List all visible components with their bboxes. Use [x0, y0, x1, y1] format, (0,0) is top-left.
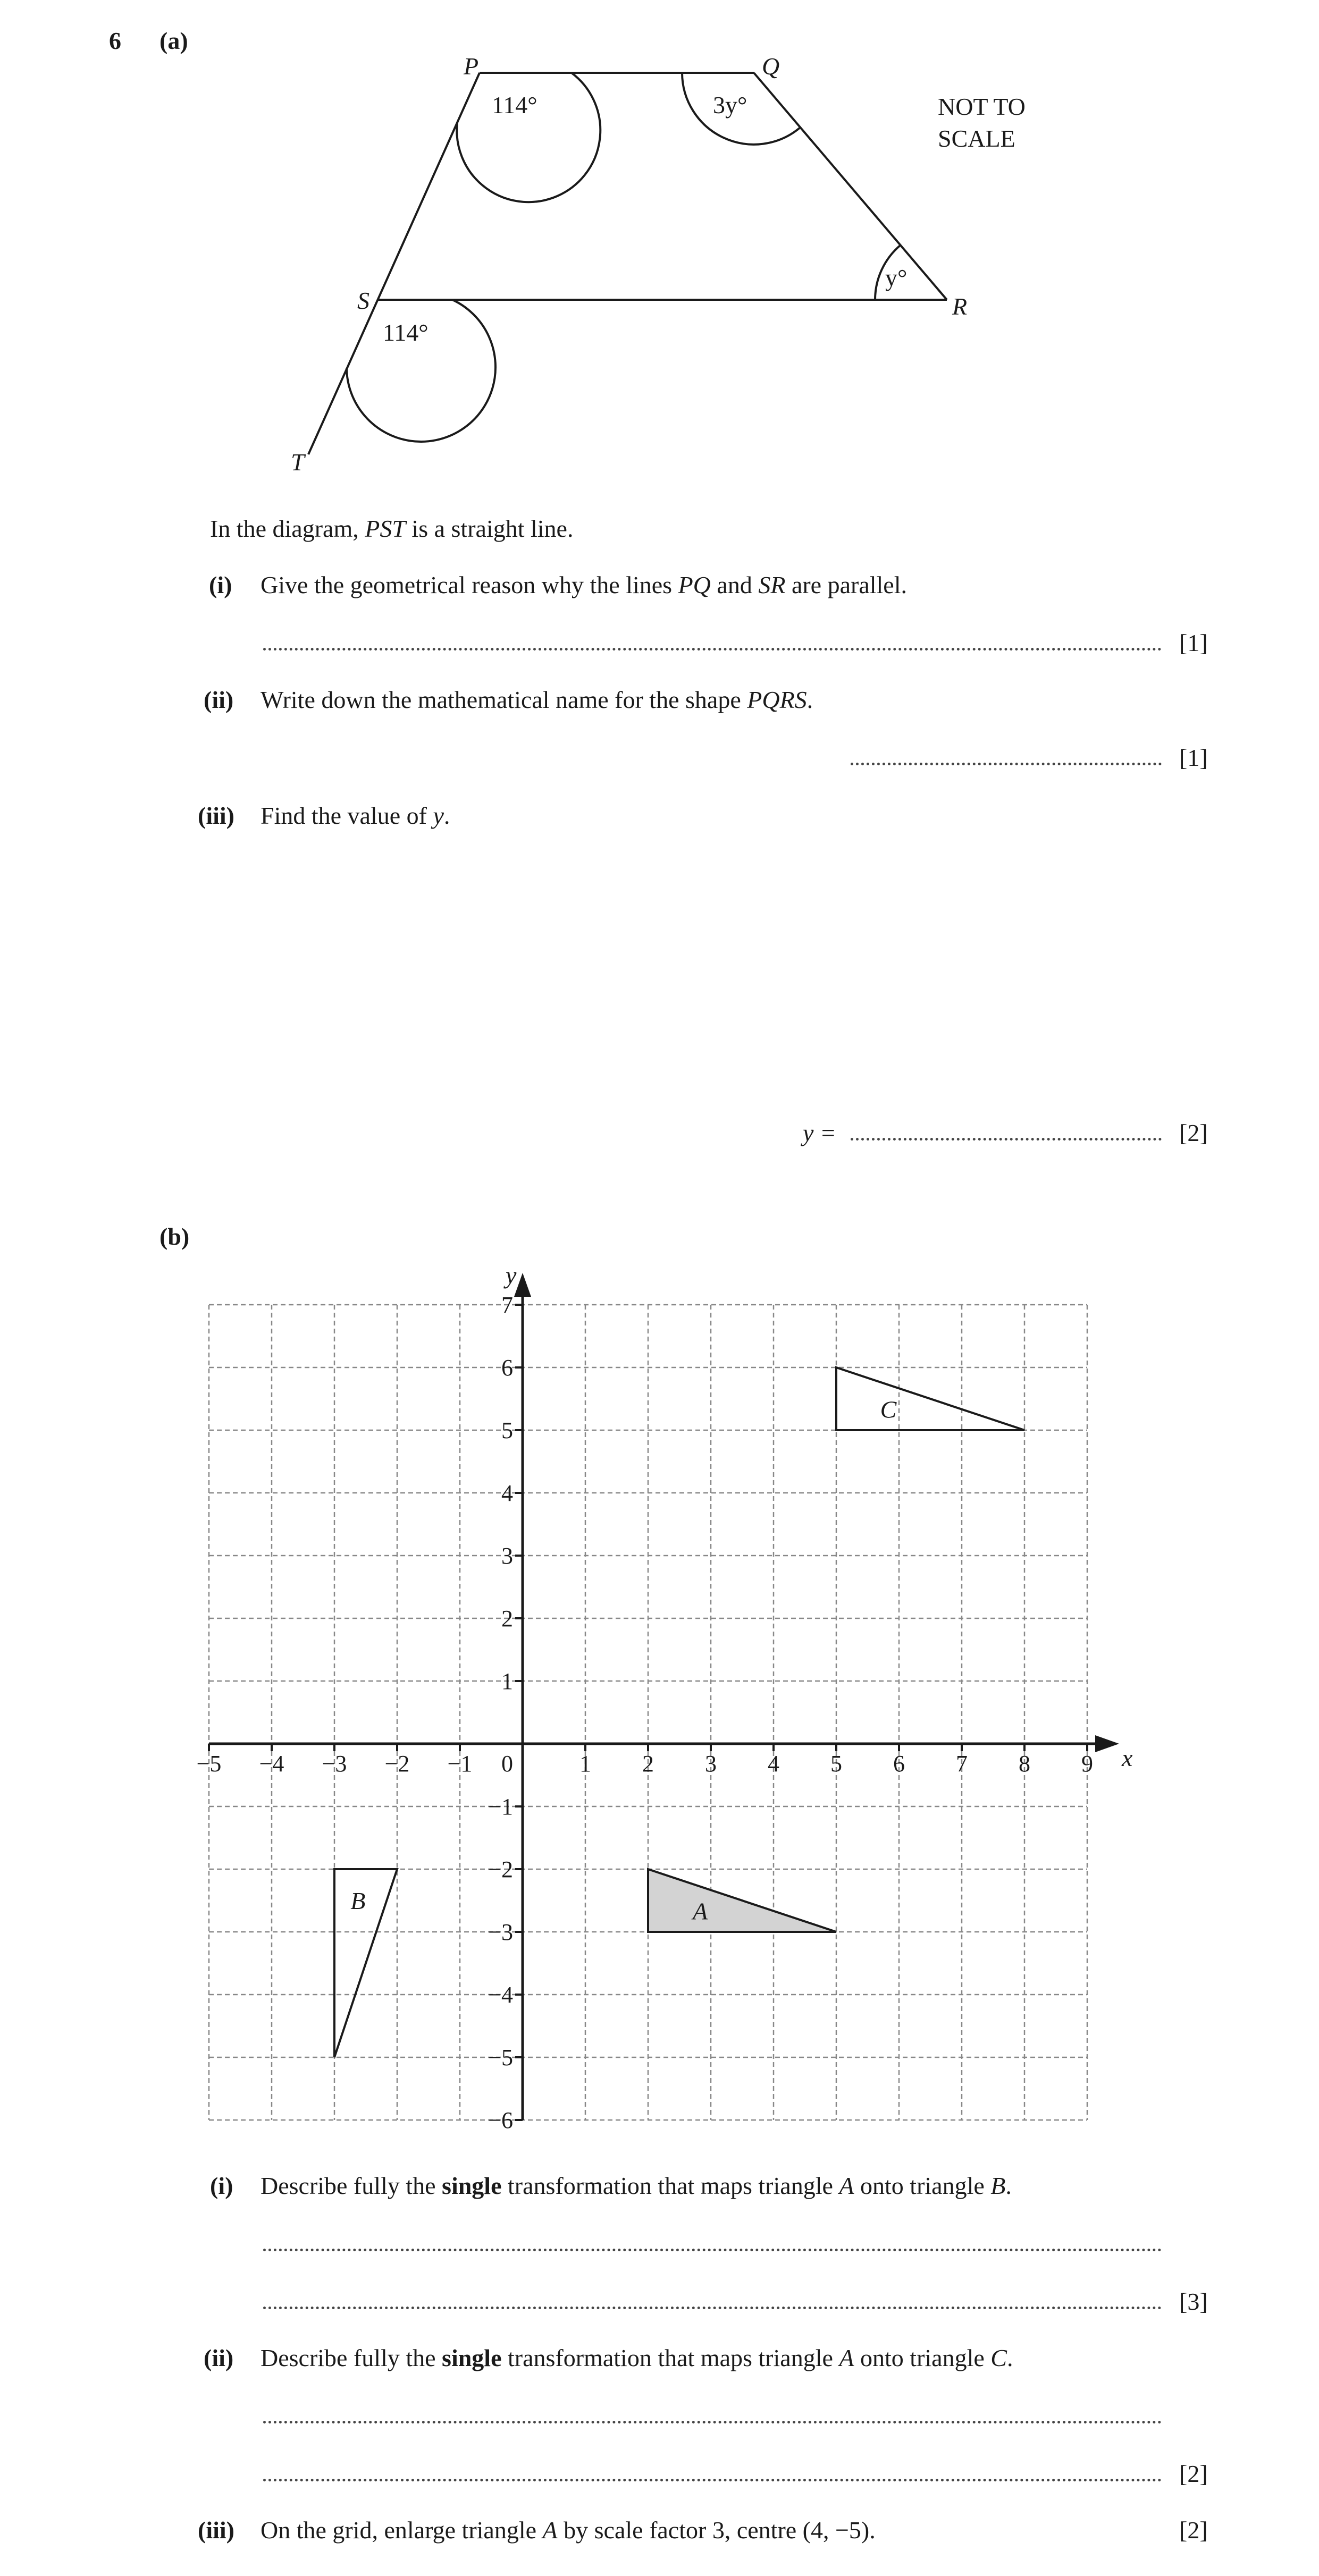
quadrilateral-diagram: [0, 0, 1319, 505]
angle-s-label: 114°: [383, 319, 429, 346]
part-b-iii-label: (iii): [198, 2516, 234, 2544]
part-b-ii-label: (ii): [204, 2344, 234, 2371]
x-tick-label: 9: [1081, 1751, 1093, 1777]
triangle-c: [836, 1367, 1024, 1430]
part-b-i-label: (i): [210, 2172, 233, 2199]
part-a-ii-question: Write down the mathematical name for the shape PQRS.: [261, 686, 813, 713]
x-tick-label: 5: [830, 1751, 842, 1777]
x-tick-label: −2: [384, 1751, 410, 1777]
y-tick-label: 4: [501, 1480, 513, 1506]
y-tick-label: 5: [501, 1417, 513, 1443]
vertex-p-label: P: [464, 53, 479, 80]
part-b-iii-question: On the grid, enlarge triangle A by scale factor 3, centre (4, −5).: [261, 2516, 876, 2544]
x-tick-label: −4: [259, 1751, 284, 1777]
tick-labels: [197, 1292, 1093, 2133]
answer-line-a-ii[interactable]: [851, 763, 1162, 765]
answer-line-a-i[interactable]: [263, 648, 1162, 651]
vertex-t-label: T: [291, 449, 305, 476]
x-tick-label: 6: [893, 1751, 905, 1777]
triangle-a: [648, 1869, 836, 1932]
triangles: [334, 1367, 1024, 2057]
x-tick-label: 3: [705, 1751, 717, 1777]
y-tick-label: −1: [488, 1794, 513, 1820]
marks-a-i: [1]: [1179, 629, 1208, 656]
y-tick-label: 7: [501, 1292, 513, 1318]
part-b-i-question: Describe fully the single transformation that maps triangle A onto triangle B.: [261, 2172, 1012, 2199]
part-b-ii-question: Describe fully the single transformation that maps triangle A onto triangle C.: [261, 2344, 1013, 2371]
y-tick-label: −6: [488, 2107, 513, 2133]
part-a-iii-question: Find the value of y.: [261, 802, 450, 829]
y-tick-label: −4: [488, 1982, 513, 2008]
marks-a-iii: [2]: [1179, 1119, 1208, 1146]
x-axis-arrow: [1095, 1735, 1119, 1752]
vertex-s-label: S: [357, 287, 369, 314]
x-tick-label: 1: [579, 1751, 591, 1777]
angle-r-label: y°: [885, 264, 908, 291]
y-tick-label: 1: [501, 1668, 513, 1694]
triangle-a-label: A: [692, 1897, 708, 1925]
x-tick-label: −3: [322, 1751, 347, 1777]
not-to-scale-line2: SCALE: [938, 125, 1015, 152]
answer-line-b-i-1[interactable]: [263, 2249, 1162, 2251]
part-a-iii-label: (iii): [198, 802, 234, 829]
marks-a-ii: [1]: [1179, 744, 1208, 771]
x-tick-label: 4: [768, 1751, 779, 1777]
triangle-b-label: B: [350, 1887, 366, 1914]
origin-label: 0: [501, 1751, 513, 1777]
question-number: 6: [109, 27, 121, 54]
x-tick-label: −5: [196, 1751, 222, 1777]
part-a-label: (a): [159, 27, 188, 54]
x-tick-label: 8: [1019, 1751, 1030, 1777]
triangle-c-label: C: [880, 1396, 897, 1423]
angle-q-label: 3y°: [713, 91, 747, 119]
y-tick-label: −5: [488, 2045, 513, 2071]
triangle-b: [334, 1869, 397, 2057]
line-qr: [754, 73, 947, 300]
answer-line-b-i-2[interactable]: [263, 2307, 1162, 2309]
vertex-q-label: Q: [762, 53, 780, 80]
y-axis-arrow: [514, 1273, 531, 1297]
vertex-r-label: R: [952, 293, 968, 320]
y-tick-label: 3: [501, 1543, 513, 1569]
line-pst: [308, 73, 480, 454]
y-tick-label: −2: [488, 1856, 513, 1882]
part-a-i-label: (i): [209, 571, 232, 598]
x-tick-label: −1: [447, 1751, 473, 1777]
part-b-label: (b): [159, 1223, 190, 1250]
y-tick-label: 2: [501, 1606, 513, 1632]
marks-b-iii: [2]: [1179, 2516, 1208, 2544]
not-to-scale-line1: NOT TO: [938, 93, 1026, 120]
y-axis-label: y: [506, 1262, 517, 1289]
marks-b-i: [3]: [1179, 2288, 1208, 2315]
answer-line-b-ii-2[interactable]: [263, 2479, 1162, 2481]
x-tick-label: 7: [956, 1751, 968, 1777]
answer-line-a-iii[interactable]: [851, 1138, 1162, 1141]
x-tick-label: 2: [642, 1751, 654, 1777]
answer-prefix-y: y =: [803, 1119, 836, 1146]
y-tick-label: 6: [501, 1355, 513, 1381]
part-a-i-question: Give the geometrical reason why the lines PQ and SR are parallel.: [261, 571, 907, 598]
intro-text: In the diagram, PST is a straight line.: [210, 515, 574, 542]
angle-p-label: 114°: [492, 91, 537, 119]
axes: [209, 1262, 1133, 2120]
y-tick-label: −3: [488, 1919, 513, 1945]
x-axis-label: x: [1122, 1744, 1133, 1771]
grid-lines: [209, 1305, 1087, 2120]
part-a-ii-label: (ii): [204, 686, 234, 713]
answer-line-b-ii-1[interactable]: [263, 2421, 1162, 2423]
marks-b-ii: [2]: [1179, 2460, 1208, 2487]
coordinate-grid[interactable]: [0, 1249, 1319, 2142]
